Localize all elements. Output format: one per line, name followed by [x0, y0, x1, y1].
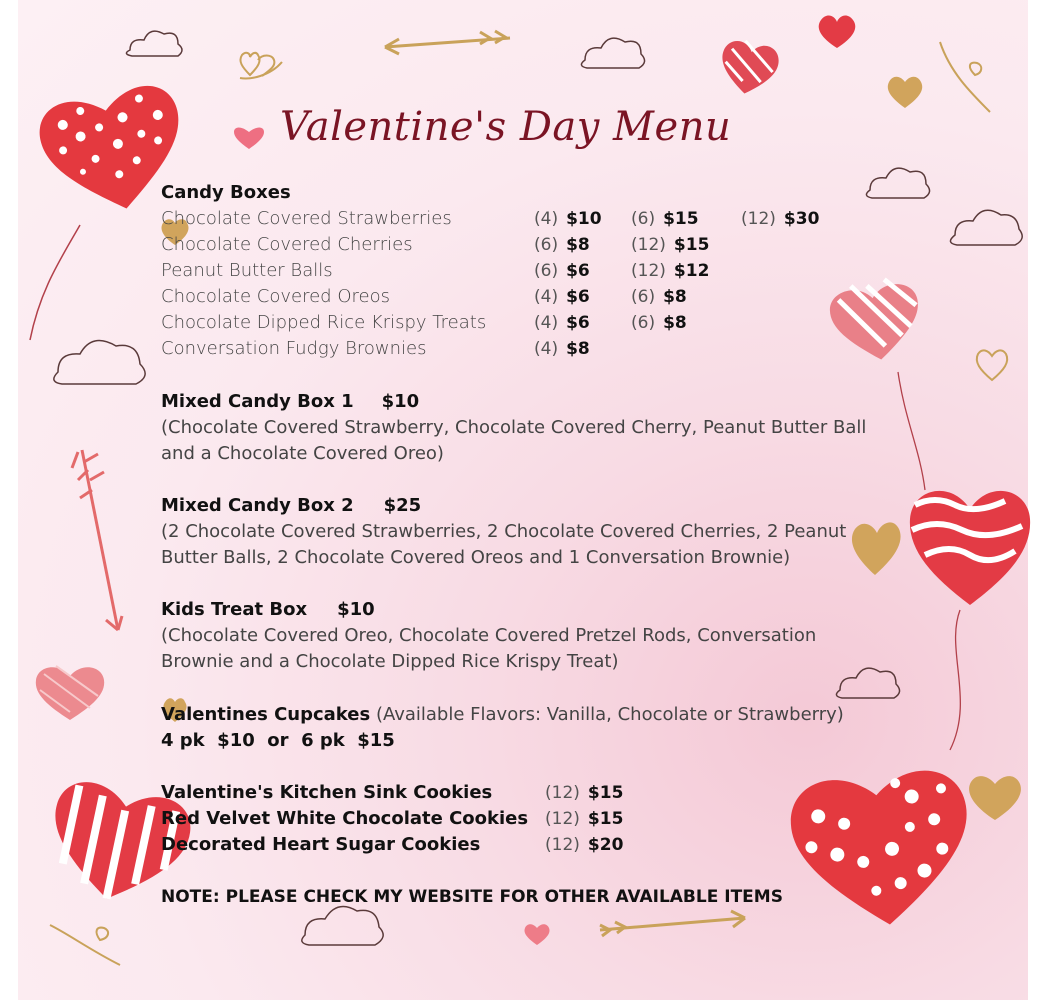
- option-price: $15: [673, 235, 710, 255]
- cookie-item: [161, 832, 881, 858]
- option-price: $6: [566, 261, 590, 281]
- option-quantity: (4): [534, 209, 559, 229]
- option-quantity: (4): [534, 339, 559, 359]
- option-quantity: (4): [534, 287, 559, 307]
- option-quantity: (6): [631, 209, 656, 229]
- cupcakes-line: [161, 702, 844, 728]
- kids-box-description: (Chocolate Covered Oreo, Chocolate Covered Pretzel Rods, Conversation Brownie and a Chocolate Dipped Rice Krispy Treat): [161, 625, 817, 672]
- option-quantity: (6): [534, 261, 559, 281]
- item-name: Chocolate Covered Strawberries: [161, 208, 452, 229]
- item-option: [534, 310, 590, 336]
- page-title: Valentine's Day Menu: [280, 104, 732, 150]
- option-quantity: (12): [545, 783, 580, 803]
- item-option: [545, 832, 623, 858]
- option-quantity: (6): [631, 313, 656, 333]
- heart-icon: [819, 16, 856, 48]
- candy-boxes-heading: Candy Boxes: [161, 182, 291, 203]
- item-option: [534, 206, 602, 232]
- candy-box-item: [161, 258, 881, 284]
- arrow-icon: [72, 450, 122, 630]
- option-price: $8: [566, 235, 590, 255]
- item-option: [631, 310, 687, 336]
- item-option: [631, 206, 699, 232]
- candy-box-item: [161, 310, 881, 336]
- mixed-box-1-heading: Mixed Candy Box 1 $10: [161, 391, 420, 412]
- item-name: Decorated Heart Sugar Cookies: [161, 834, 481, 855]
- mixed-box-2-heading: Mixed Candy Box 2 $25: [161, 495, 422, 516]
- item-option: [534, 336, 590, 362]
- option-price: $12: [673, 261, 710, 281]
- striped-heart-icon: [717, 37, 782, 98]
- item-name: Red Velvet White Chocolate Cookies: [161, 808, 529, 829]
- mixed-box-2-description: (2 Chocolate Covered Strawberries, 2 Chocolate Covered Cherries, 2 Peanut Butter Balls, 2 Chocolate Covered Oreos and 1 Conversation Brownie): [161, 521, 847, 568]
- item-name: Chocolate Dipped Rice Krispy Treats: [161, 312, 487, 333]
- candy-box-item: [161, 284, 881, 310]
- item-option: [534, 232, 590, 258]
- cookie-item: [161, 806, 881, 832]
- item-name: Chocolate Covered Cherries: [161, 234, 413, 255]
- item-option: [631, 258, 709, 284]
- item-option: [545, 780, 623, 806]
- option-quantity: (4): [534, 313, 559, 333]
- item-option: [534, 284, 590, 310]
- item-name: Peanut Butter Balls: [161, 260, 333, 281]
- option-quantity: (12): [741, 209, 776, 229]
- option-quantity: (6): [631, 287, 656, 307]
- kids-box-heading: Kids Treat Box $10: [161, 599, 375, 620]
- option-price: $8: [663, 313, 687, 333]
- option-quantity: (12): [631, 261, 666, 281]
- item-name: Conversation Fudgy Brownies: [161, 338, 427, 359]
- cupcakes-flavors: (Available Flavors: Vanilla, Chocolate or Strawberry): [375, 704, 844, 725]
- option-price: $8: [663, 287, 687, 307]
- option-quantity: (6): [534, 235, 559, 255]
- item-option: [545, 806, 623, 832]
- website-note: NOTE: PLEASE CHECK MY WEBSITE FOR OTHER AVAILABLE ITEMS: [161, 887, 783, 907]
- candy-box-item: [161, 336, 881, 362]
- option-price: $6: [566, 287, 590, 307]
- option-price: $10: [566, 209, 602, 229]
- option-price: $30: [783, 209, 820, 229]
- option-quantity: (12): [545, 809, 580, 829]
- option-price: $15: [587, 783, 624, 803]
- option-quantity: (12): [631, 235, 666, 255]
- item-name: Chocolate Covered Oreos: [161, 286, 390, 307]
- option-price: $8: [566, 339, 590, 359]
- option-quantity: (12): [545, 835, 580, 855]
- cupcakes-pricing: 4 pk $10 or 6 pk $15: [161, 730, 395, 751]
- candy-box-item: [161, 232, 881, 258]
- cookie-item: [161, 780, 881, 806]
- item-option: [741, 206, 819, 232]
- mixed-box-1-description: (Chocolate Covered Strawberry, Chocolate Covered Cherry, Peanut Butter Ball and a Chocolate Covered Oreo): [161, 417, 867, 464]
- item-option: [631, 232, 709, 258]
- cupcakes-name: Valentines Cupcakes: [161, 704, 371, 725]
- balloon-heart-icon: [910, 491, 1030, 605]
- heart-icon: [234, 126, 264, 150]
- item-option: [534, 258, 590, 284]
- item-option: [631, 284, 687, 310]
- option-price: $20: [587, 835, 624, 855]
- item-name: Valentine's Kitchen Sink Cookies: [161, 782, 493, 803]
- option-price: $15: [587, 809, 624, 829]
- heart-icon: [525, 924, 550, 945]
- option-price: $6: [566, 313, 590, 333]
- candy-box-item: [161, 206, 881, 232]
- option-price: $15: [663, 209, 699, 229]
- heart-icon: [36, 666, 104, 720]
